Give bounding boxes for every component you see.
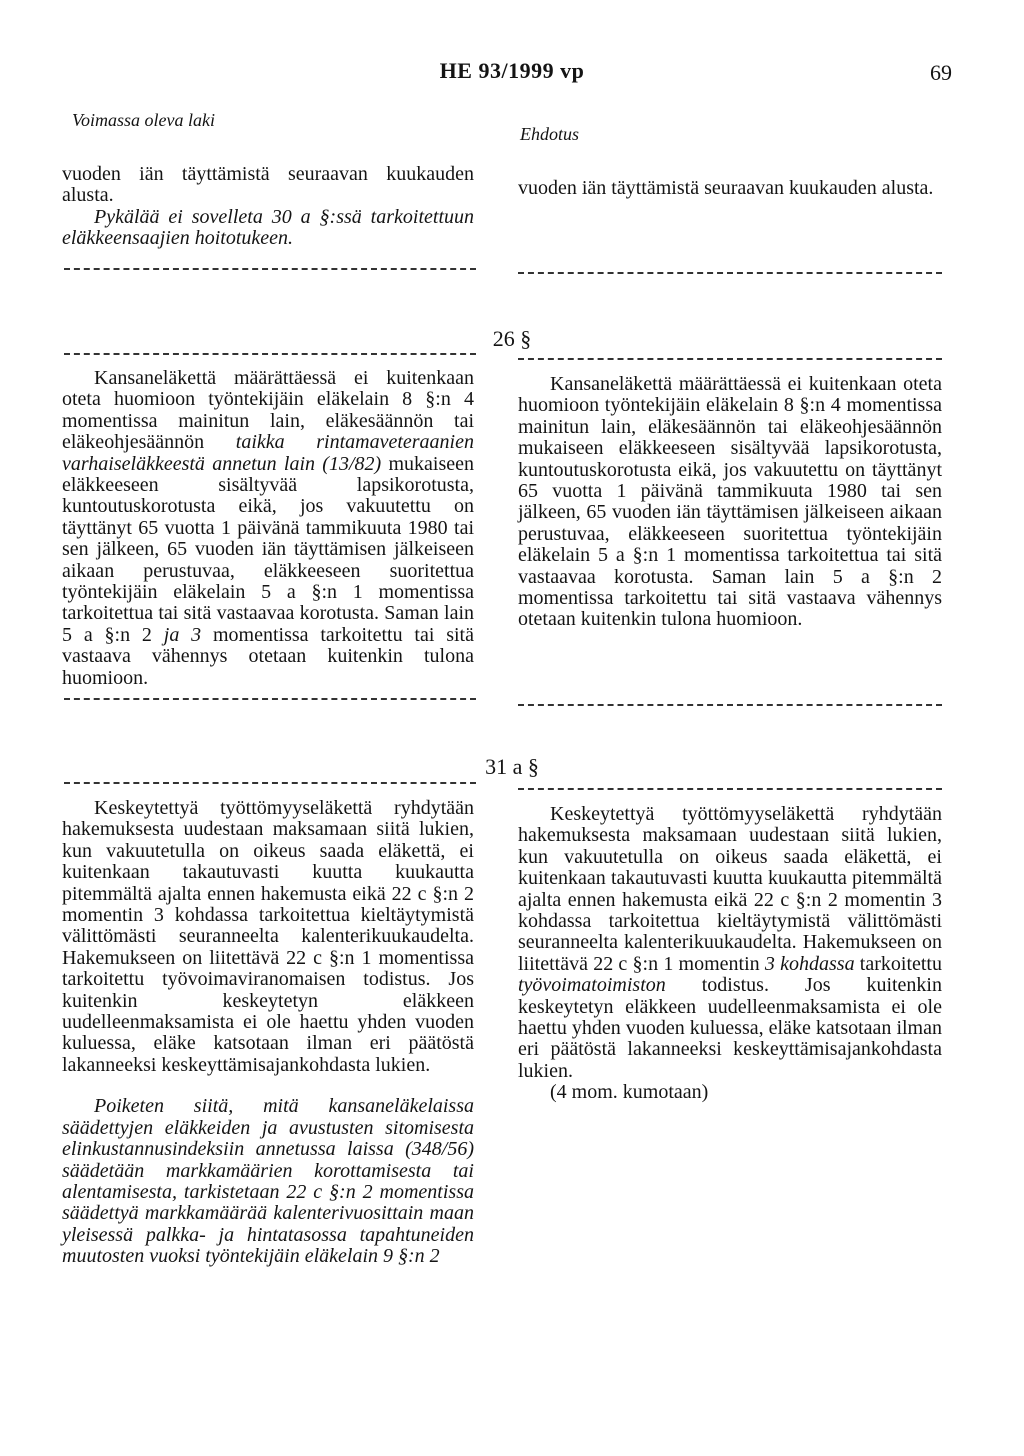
section-31a-right-text [518,804,942,1104]
sec31a-left-p1: Keskeytettyä työttömyyseläkettä ryhdytään hakemuksesta uudestaan maksamaan siitä lukien, kun vakuutetulla on oikeus saada eläkettä, ei kuitenkaan takautuvasti kuutta kuukautta pitemmältä ajalta ennen hakemusta eikä 22 c §:n 2 momentin 3 kohdassa tarkoitettua kieltäytymistä välittömästi seuranneelta kalenterikuukaudelta. Hakemukseen on liitettävä 22 c §:n 1 momentissa tarkoitettu työvoimaviranomaisen todistus. Jos kuitenkin keskeytetyn eläkkeen uudelleenmaksamista ei ole haettu yhden vuoden kuluessa, eläke katsotaan ilman eri päätöstä lakanneeksi keskeyttämisajankohdasta lukien. [62,797,474,1076]
left-top-block [62,164,474,250]
section-31a-heading: 31 a § [485,754,539,779]
sec31a-right-note: (4 mom. kumotaan) [550,1081,709,1104]
sec31a-right-b: tarkoitettu [854,952,942,975]
section-26-left-text [62,368,474,689]
right-divider-1 [518,272,942,274]
left-divider-4 [64,782,476,784]
sec26-right: Kansaneläkettä määrättäessä ei kuitenkaan oteta huomioon työntekijäin eläkelain 8 §:n 4 momentissa mainitun lain, eläkesäännön tai eläkeohjesäännön mukaiseen eläkkeeseen sisältyvää lapsikorotusta, kuntoutuskorotusta eikä, jos vakuutettu on täyttänyt 65 vuotta 1 päivänä tammikuuta 1980 tai sen jälkeen, 65 vuoden iän täyttämisen jälkeiseen aikaan perustuvaa, eläkkeeseen suoritettua työntekijäin eläkelain 5 a §:n 1 momentissa tarkoitettua tai sitä vastaavaa korotusta. Saman lain 5 a §:n 2 momentissa tarkoitettu tai sitä vastaava vähennys otetaan kuitenkin tulona huomioon. [518,373,942,631]
sec26-left-c: momentissa tarkoitettu tai sitä vastaava vähennys otetaan kuitenkin tulona huomioon. [62,623,474,689]
right-column-label: Ehdotus [520,124,580,144]
sec26-left-a-italic: taikka rintamaveteraanien varhaiseläkkeestä annetun lain (13/82) [62,431,474,475]
sec26-left-b: mukaiseen eläkkeeseen sisältyvää lapsikorotusta, kuntoutuskorotusta eikä, jos vakuutettu on täyttänyt 65 vuotta 1 päivänä tammikuuta 1980 tai sen jälkeen, 65 vuoden iän täyttämisen jälkeiseen aikaan perustuvaa, eläkkeeseen suoritettua työntekijäin eläkelain 5 a §:n 1 momentissa tarkoitettua tai sitä vastaavaa korotusta. Saman lain 5 a §:n 2 [62,452,474,646]
left-divider-2 [64,353,476,355]
sec26-left-b-italic: ja 3 [163,623,202,646]
section-31a-left-text [62,798,474,1268]
section-26-heading: 26 § [492,326,532,351]
sec31a-right-b-italic: työvoimatoimiston [518,974,666,997]
left-top-text: vuoden iän täyttämistä seuraavan kuukauden alusta. [62,163,474,207]
sec31a-right-c: todistus. Jos kuitenkin keskeytetyn eläkkeen uudelleenmaksamista ei ole haettu yhden vuoden kuluessa, eläke katsotaan ilman eri päätöstä lakanneeksi keskeyttämisajankohdasta lukien. [518,974,942,1082]
left-divider-3 [64,698,476,700]
right-divider-4 [518,788,942,790]
left-column-label: Voimassa oleva laki [72,110,215,130]
sec31a-right-a: Keskeytettyä työttömyyseläkettä ryhdytään hakemuksesta maksamaan uudestaan siitä lukien, kun vakuutetulla on oikeus saada eläkettä, ei kuitenkaan takautuvasti kuutta kuukautta pitemmältä ajalta ennen hakemusta eikä 22 c §:n 2 momentin 3 kohdassa tarkoitettua kieltäytymistä välittömästi seuranneelta kalenterikuukaudelta. Hakemukseen on liitettävä 22 c §:n 1 momentin [518,803,942,975]
right-top-block [518,178,942,199]
sec31a-left-p2: Poiketen siitä, mitä kansaneläkelaissa säädettyjen eläkkeiden ja avustusten sitomisesta elinkustannusindeksiin annetussa laissa (348/56) säädetään markkamäärien korottamisesta tai alentamisesta, tarkistetaan 22 c §:n 2 momentissa säädettyä markkamäärää kalenterivuosittain maan yleisessä palkka- ja hintatasossa tapahtuneiden muutosten vuoksi työntekijäin eläkelain 9 §:n 2 [62,1095,474,1268]
document-header: HE 93/1999 vp [439,58,585,83]
right-divider-3 [518,704,942,706]
right-top-text: vuoden iän täyttämistä seuraavan kuukauden alusta. [518,177,934,199]
sec31a-right-a-italic: 3 kohdassa [764,952,855,975]
section-26-right-text [518,374,942,631]
left-divider-1 [64,268,476,270]
sec26-left-a: Kansaneläkettä määrättäessä ei kuitenkaan oteta huomioon työntekijäin eläkelain 8 §:n 4 momentissa mainitun lain, eläkesäännön tai eläkeohjesäännön [62,367,474,454]
left-top-italic: Pykälää ei sovelleta 30 a §:ssä tarkoitettuun eläkkeensaajien hoitotukeen. [62,205,474,250]
page-number: 69 [930,60,952,85]
right-divider-2 [518,358,942,360]
